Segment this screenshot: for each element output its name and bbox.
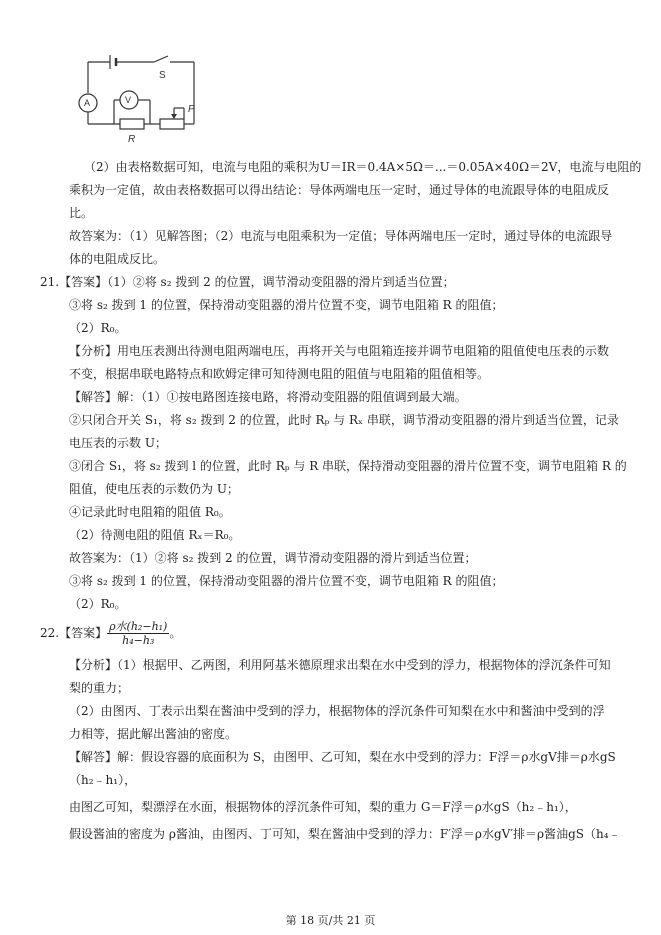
text-line-11: 【解答】解：（1）①按电路图连接电路，将滑动变阻器的阻值调到最大端。 — [69, 390, 467, 404]
switch-blade — [154, 56, 168, 62]
answer-22-fraction — [107, 620, 169, 647]
text-line-1: （2）由表格数据可知，电流与电阻的乘积为U＝IR＝0.4A×5Ω＝...＝0.05A×40Ω＝2V，电流与电阻的 — [84, 160, 642, 174]
slider-arrow — [171, 114, 177, 119]
slider-label: P — [188, 104, 195, 115]
text-line-8: （2）R₀。 — [69, 321, 127, 335]
voltmeter-label: V — [125, 95, 132, 105]
text-line-27: （h₂﹣h₁）， — [69, 773, 137, 787]
text-line-20: （2）R₀。 — [69, 597, 127, 611]
text-line-10: 不变，根据串联电路特点和欧姆定律可知待测电阻的阻值与电阻箱的阻值相等。 — [69, 367, 490, 381]
text-line-18: 故答案为：（1）②将 s₂ 拨到 2 的位置，调节滑动变阻器的滑片到适当位置； — [69, 551, 477, 565]
answer-21-heading: 21.【答案】（1）②将 s₂ 拨到 2 的位置，调节滑动变阻器的滑片到适当位置； — [40, 275, 455, 289]
text-line-23: 梨的重力； — [69, 681, 130, 695]
switch-label: S — [159, 70, 166, 81]
text-line-26: 【解答】解：假设容器的底面积为 S，由图甲、乙可知，梨在水中受到的浮力：F浮＝ρ水gV排＝ρ水gS — [69, 750, 616, 764]
text-line-25: 力相等，据此解出酱油的密度。 — [69, 727, 238, 741]
text-line-4: 故答案为：（1）见解答图；（2）电流与电阻乘积为一定值；导体两端电压一定时，通过导体的电流跟导 — [69, 229, 613, 243]
text-line-29: 假设酱油的密度为 ρ酱油，由图丙、丁可知，梨在酱油中受到的浮力：F′浮＝ρ水gV′排＝ρ酱油gS（h₄﹣ — [69, 827, 621, 841]
ammeter-label: A — [84, 98, 91, 108]
text-line-15: 阻值，使电压表的示数仍为 U； — [69, 482, 239, 496]
text-line-24: （2）由图丙、丁表示出梨在酱油中受到的浮力，根据物体的浮沉条件可知梨在水中和酱油中受到的浮 — [69, 704, 605, 718]
circuit-diagram — [76, 52, 206, 144]
page-footer: 第 18 页/共 21 页 — [285, 914, 376, 927]
text-line-9: 【分析】用电压表测出待测电阻两端电压，再将开关与电阻箱连接并调节电阻箱的阻值使电压表的示数 — [69, 344, 610, 358]
text-line-7: ③将 s₂ 拨到 1 的位置，保持滑动变阻器的滑片位置不变，调节电阻箱 R 的阻值； — [69, 298, 504, 312]
fraction-denominator: h₄−h₃ — [122, 634, 155, 647]
answer-22-heading — [40, 618, 181, 648]
text-line-2: 乘积为一定值，故由表格数据可以得出结论：导体两端电压一定时，通过导体的电流跟导体的电阻成反 — [69, 183, 610, 197]
text-line-12: ②只闭合开关 S₁，将 s₂ 拨到 2 的位置，此时 Rₚ 与 Rₓ 串联，调节滑动变阻器的滑片到适当位置，记录 — [69, 413, 619, 427]
text-line-19: ③将 s₂ 拨到 1 的位置，保持滑动变阻器的滑片位置不变，调节电阻箱 R 的阻值； — [69, 574, 504, 588]
resistor-r — [120, 119, 144, 129]
text-line-16: ④记录此时电阻箱的阻值 R₀。 — [69, 505, 231, 519]
text-line-17: （2）待测电阻的阻值 Rₓ＝R₀。 — [69, 528, 241, 542]
rheostat-body — [160, 119, 184, 129]
answer-22-prefix: 22.【答案】 — [40, 626, 108, 640]
text-line-3: 比。 — [69, 206, 94, 220]
fraction-numerator: ρ水(h₂−h₁) — [109, 620, 168, 633]
text-line-5: 体的电阻成反比。 — [69, 252, 166, 266]
text-line-14: ③闭合 S₁，将 s₂ 拨到 l 的位置，此时 Rₚ 与 R 串联，保持滑动变阻器的滑片位置不变，调节电阻箱 R 的 — [69, 459, 627, 473]
text-line-22: 【分析】（1）根据甲、乙两图，利用阿基米德原理求出梨在水中受到的浮力，根据物体的浮沉条件可知 — [69, 658, 611, 672]
answer-22-suffix: 。 — [169, 626, 182, 640]
resistor-label: R — [128, 134, 136, 144]
text-line-13: 电压表的示数 U； — [69, 436, 167, 450]
text-line-28: 由图乙可知，梨漂浮在水面，根据物体的浮沉条件可知，梨的重力 G＝F浮＝ρ水gS（h₂﹣h₁）， — [69, 800, 577, 814]
